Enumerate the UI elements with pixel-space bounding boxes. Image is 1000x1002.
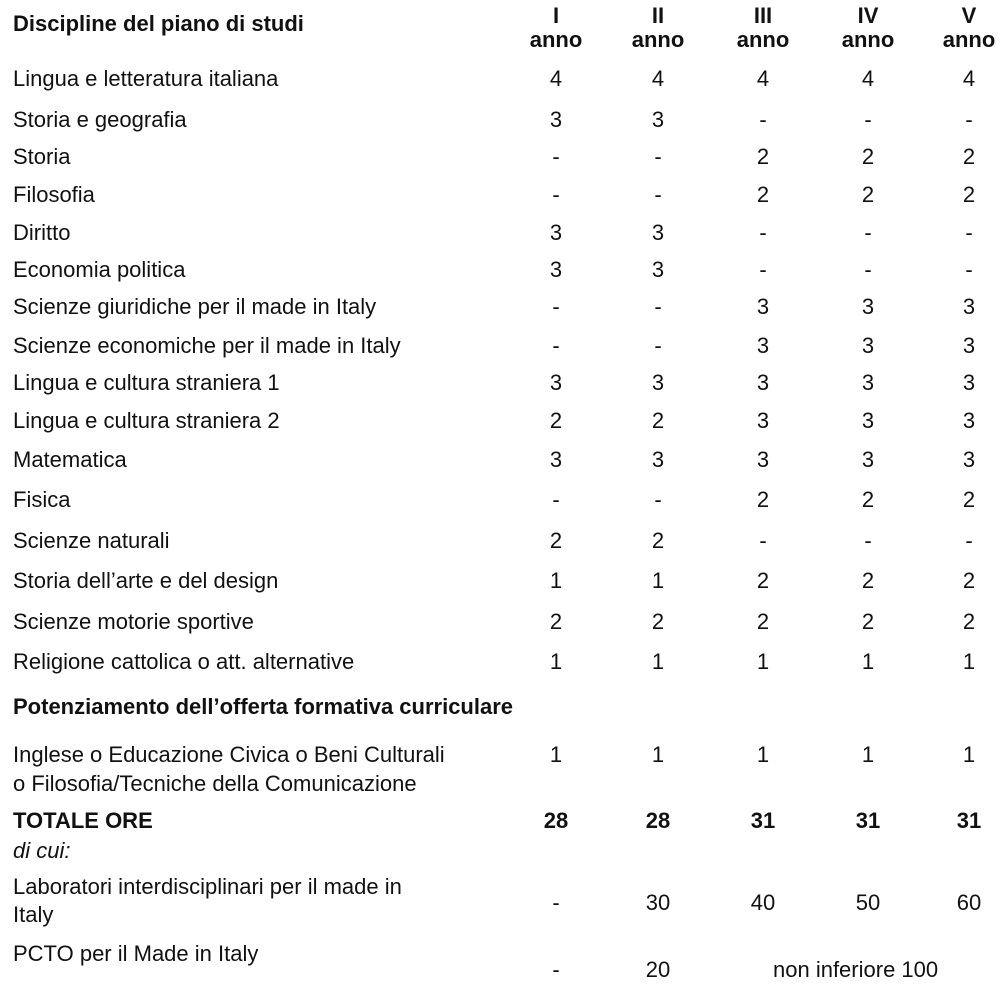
hours-year-5: - bbox=[965, 528, 973, 553]
hours-year-4: 3 bbox=[861, 294, 875, 319]
hours-year-2: 3 bbox=[651, 370, 665, 395]
hours-year-2: 20 bbox=[645, 957, 671, 982]
hours-year-1: - bbox=[552, 182, 560, 207]
hours-year-1: - bbox=[552, 333, 560, 358]
subject-name: Diritto bbox=[13, 220, 71, 245]
hours-year-2: 3 bbox=[651, 220, 665, 245]
hours-year-5: 1 bbox=[962, 649, 976, 674]
total-year-3: 31 bbox=[750, 808, 776, 833]
subject-name: Scienze giuridiche per il made in Italy bbox=[13, 294, 377, 319]
subject-name: Economia politica bbox=[13, 257, 186, 282]
hours-year-1: - bbox=[552, 890, 560, 915]
hours-year-3: - bbox=[759, 220, 767, 245]
subject-name: Storia bbox=[13, 144, 71, 169]
hours-year-4: 1 bbox=[861, 742, 875, 767]
year-5-word: anno bbox=[942, 27, 996, 52]
total-year-2: 28 bbox=[645, 808, 671, 833]
enrichment-line-2: o Filosofia/Tecniche della Comunicazione bbox=[13, 771, 417, 796]
labs-line-2: Italy bbox=[13, 902, 54, 927]
hours-year-5: 3 bbox=[962, 408, 976, 433]
year-4-numeral: IV bbox=[857, 3, 879, 28]
hours-year-4: 50 bbox=[855, 890, 881, 915]
hours-year-3: 3 bbox=[756, 333, 770, 358]
hours-year-2: - bbox=[654, 487, 662, 512]
hours-year-2: 2 bbox=[651, 528, 665, 553]
hours-year-3: 4 bbox=[756, 66, 770, 91]
hours-year-5: 1 bbox=[962, 742, 976, 767]
hours-year-2: 4 bbox=[651, 66, 665, 91]
hours-year-3: 3 bbox=[756, 408, 770, 433]
hours-year-2: 1 bbox=[651, 568, 665, 593]
total-year-5: 31 bbox=[956, 808, 982, 833]
hours-year-1: 3 bbox=[549, 257, 563, 282]
table-title: Discipline del piano di studi bbox=[13, 11, 304, 36]
hours-year-2: 1 bbox=[651, 649, 665, 674]
hours-year-1: 2 bbox=[549, 408, 563, 433]
hours-year-5: 2 bbox=[962, 609, 976, 634]
pcto-later-years: non inferiore 100 bbox=[773, 957, 939, 982]
hours-year-3: 1 bbox=[756, 649, 770, 674]
year-5-numeral: V bbox=[961, 3, 977, 28]
hours-year-5: 2 bbox=[962, 144, 976, 169]
hours-year-4: 3 bbox=[861, 370, 875, 395]
hours-year-4: - bbox=[864, 220, 872, 245]
hours-year-1: 1 bbox=[549, 649, 563, 674]
hours-year-5: 2 bbox=[962, 568, 976, 593]
hours-year-1: 3 bbox=[549, 107, 563, 132]
hours-year-3: 1 bbox=[756, 742, 770, 767]
hours-year-2: - bbox=[654, 333, 662, 358]
subject-name: Lingua e letteratura italiana bbox=[13, 66, 279, 91]
hours-year-5: 3 bbox=[962, 447, 976, 472]
year-3-word: anno bbox=[736, 27, 790, 52]
total-year-1: 28 bbox=[543, 808, 569, 833]
hours-year-4: - bbox=[864, 107, 872, 132]
year-3-numeral: III bbox=[753, 3, 773, 28]
hours-year-2: - bbox=[654, 182, 662, 207]
hours-year-3: - bbox=[759, 528, 767, 553]
hours-year-1: 3 bbox=[549, 447, 563, 472]
hours-year-5: 3 bbox=[962, 370, 976, 395]
year-1-numeral: I bbox=[552, 3, 560, 28]
hours-year-1: 3 bbox=[549, 370, 563, 395]
total-year-4: 31 bbox=[855, 808, 881, 833]
hours-year-5: - bbox=[965, 220, 973, 245]
hours-year-1: 1 bbox=[549, 742, 563, 767]
hours-year-1: 4 bbox=[549, 66, 563, 91]
hours-year-1: 3 bbox=[549, 220, 563, 245]
hours-year-3: 2 bbox=[756, 609, 770, 634]
hours-year-1: - bbox=[552, 294, 560, 319]
section-title: Potenziamento dell’offerta formativa curriculare bbox=[13, 694, 514, 719]
hours-year-5: 2 bbox=[962, 487, 976, 512]
hours-year-1: 2 bbox=[549, 528, 563, 553]
year-4-word: anno bbox=[841, 27, 895, 52]
hours-year-5: 4 bbox=[962, 66, 976, 91]
hours-year-4: - bbox=[864, 528, 872, 553]
year-2-word: anno bbox=[631, 27, 685, 52]
hours-year-2: 3 bbox=[651, 257, 665, 282]
hours-year-2: 1 bbox=[651, 742, 665, 767]
hours-year-2: - bbox=[654, 144, 662, 169]
hours-year-3: 2 bbox=[756, 182, 770, 207]
hours-year-4: 3 bbox=[861, 447, 875, 472]
hours-year-1: - bbox=[552, 487, 560, 512]
pcto-label: PCTO per il Made in Italy bbox=[13, 941, 259, 966]
labs-line-1: Laboratori interdisciplinari per il made in bbox=[13, 874, 402, 899]
subject-name: Matematica bbox=[13, 447, 127, 472]
hours-year-4: - bbox=[864, 257, 872, 282]
hours-year-2: 2 bbox=[651, 408, 665, 433]
of-which-label: di cui: bbox=[13, 838, 71, 863]
hours-year-5: 60 bbox=[956, 890, 982, 915]
hours-year-4: 2 bbox=[861, 487, 875, 512]
hours-year-4: 4 bbox=[861, 66, 875, 91]
enrichment-line-1: Inglese o Educazione Civica o Beni Culturali bbox=[13, 742, 445, 767]
hours-year-5: - bbox=[965, 257, 973, 282]
hours-year-4: 2 bbox=[861, 609, 875, 634]
hours-year-3: 3 bbox=[756, 370, 770, 395]
hours-year-3: 2 bbox=[756, 568, 770, 593]
hours-year-3: 3 bbox=[756, 447, 770, 472]
hours-year-3: 40 bbox=[750, 890, 776, 915]
subject-name: Fisica bbox=[13, 487, 71, 512]
year-1-word: anno bbox=[529, 27, 583, 52]
hours-year-2: 30 bbox=[645, 890, 671, 915]
year-2-numeral: II bbox=[651, 3, 665, 28]
hours-year-3: - bbox=[759, 257, 767, 282]
hours-year-2: 3 bbox=[651, 447, 665, 472]
subject-name: Scienze naturali bbox=[13, 528, 170, 553]
subject-name: Filosofia bbox=[13, 182, 95, 207]
hours-year-3: 2 bbox=[756, 487, 770, 512]
subject-name: Scienze economiche per il made in Italy bbox=[13, 333, 401, 358]
hours-year-5: - bbox=[965, 107, 973, 132]
hours-year-3: 2 bbox=[756, 144, 770, 169]
subject-name: Storia e geografia bbox=[13, 107, 187, 132]
hours-year-2: 2 bbox=[651, 609, 665, 634]
subject-name: Scienze motorie sportive bbox=[13, 609, 254, 634]
hours-year-1: - bbox=[552, 144, 560, 169]
subject-name: Lingua e cultura straniera 1 bbox=[13, 370, 280, 395]
subject-name: Lingua e cultura straniera 2 bbox=[13, 408, 280, 433]
hours-year-1: - bbox=[552, 957, 560, 982]
hours-year-5: 3 bbox=[962, 294, 976, 319]
hours-year-4: 3 bbox=[861, 408, 875, 433]
subject-name: Religione cattolica o att. alternative bbox=[13, 649, 355, 674]
hours-year-5: 3 bbox=[962, 333, 976, 358]
hours-year-3: 3 bbox=[756, 294, 770, 319]
hours-year-5: 2 bbox=[962, 182, 976, 207]
hours-year-2: 3 bbox=[651, 107, 665, 132]
hours-year-4: 2 bbox=[861, 568, 875, 593]
hours-year-2: - bbox=[654, 294, 662, 319]
hours-year-1: 2 bbox=[549, 609, 563, 634]
hours-year-4: 1 bbox=[861, 649, 875, 674]
hours-year-4: 2 bbox=[861, 182, 875, 207]
hours-year-3: - bbox=[759, 107, 767, 132]
hours-year-1: 1 bbox=[549, 568, 563, 593]
hours-year-4: 2 bbox=[861, 144, 875, 169]
total-label: TOTALE ORE bbox=[13, 808, 153, 833]
subject-name: Storia dell’arte e del design bbox=[13, 568, 279, 593]
hours-year-4: 3 bbox=[861, 333, 875, 358]
